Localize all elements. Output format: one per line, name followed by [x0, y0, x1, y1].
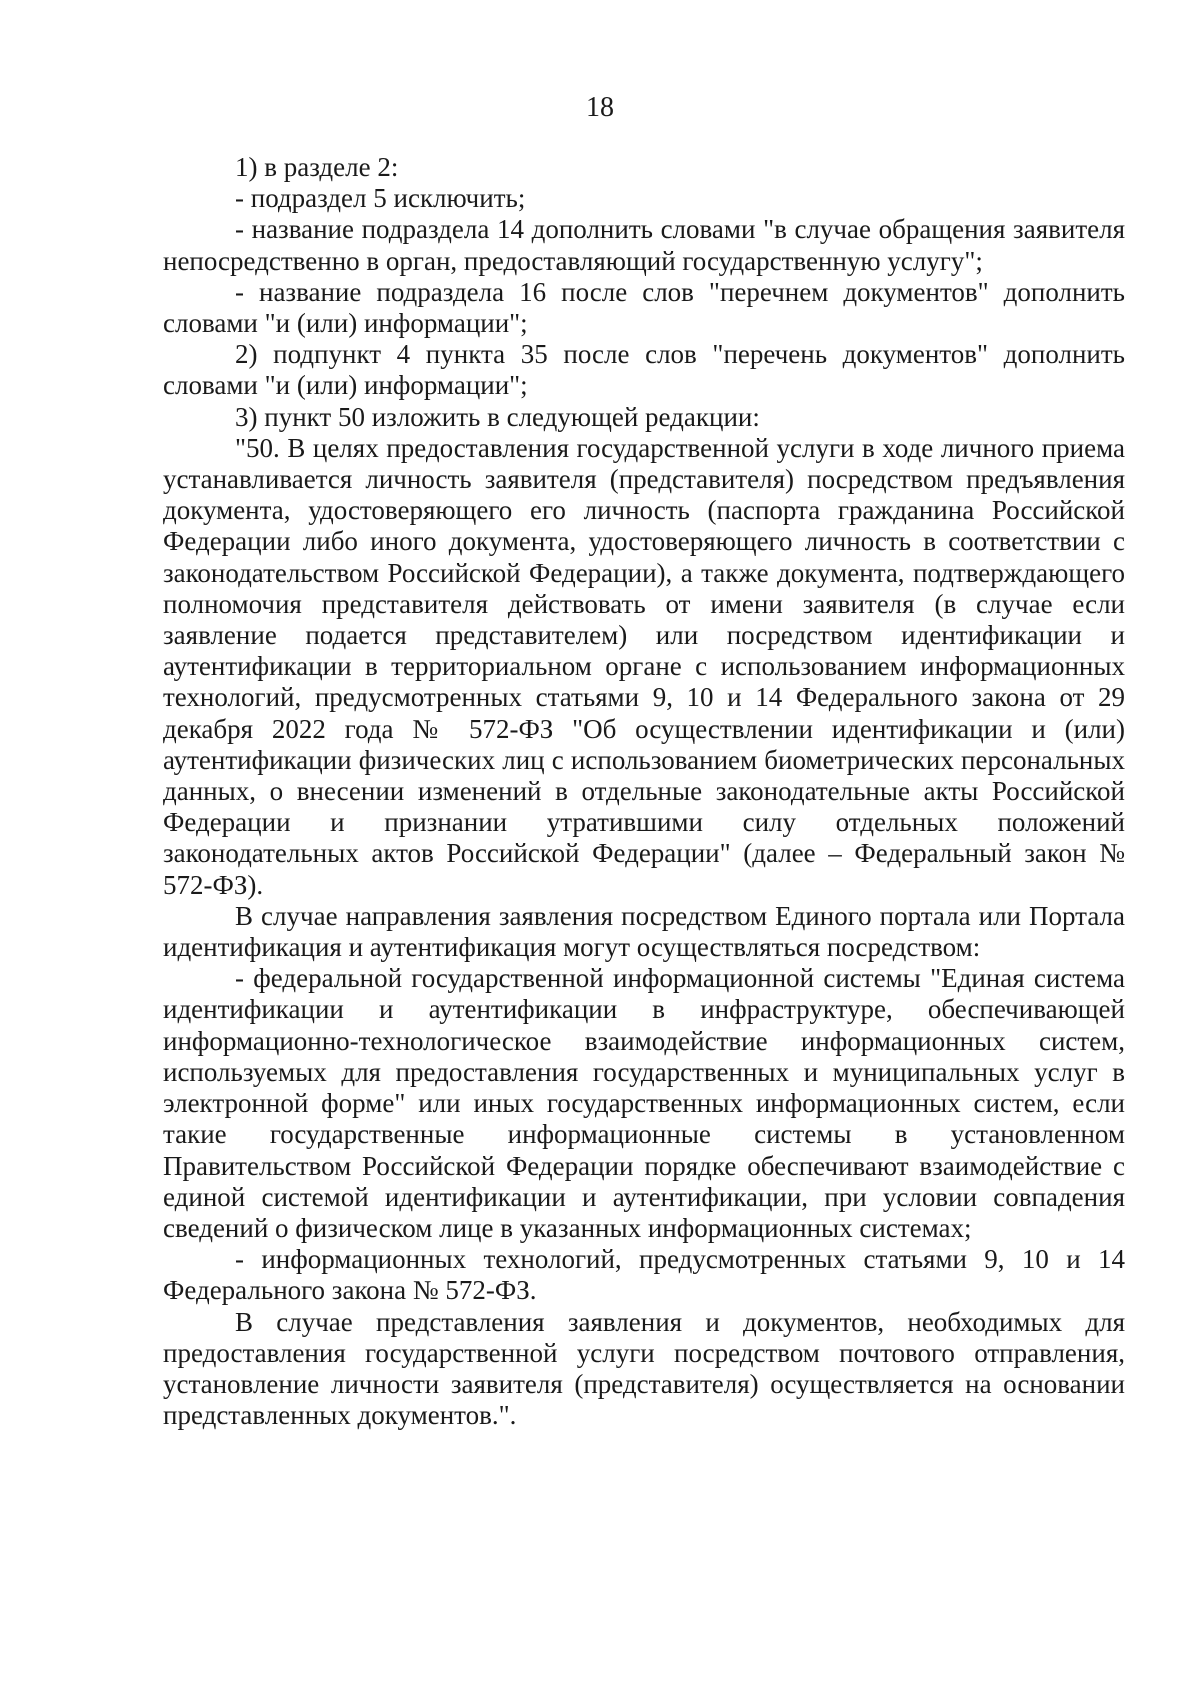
paragraph-item-50-text: "50. В целях предоставления государственной услуги в ходе личного приема устанавливается личность заявителя (представителя) посредством предъявления документа, удостоверяющего его личность (паспорта гражданина Российской Федерации либо иного документа, удостоверяющего личность в соответствии с законодательством Российской Федерации), а также документа, подтверждающего полномочия представителя действовать от имени заявителя (в случае если заявление подается представителем) или посредством идентификации и аутентификации в территориальном органе с использованием информационных технологий, предусмотренных статьями 9, 10 и 14 Федерального закона от 29 декабря 2022 года № 572-ФЗ "Об осуществлении идентификации и (или) аутентификации физических лиц с использованием биометрических персональных данных, о внесении изменений в отдельные законодательные акты Российской Федерации и признании утратившими силу отдельных положений законодательных актов Российской Федерации" (далее – Федеральный закон № 572-ФЗ). — [163, 432, 1125, 900]
paragraph-section-2: 1) в разделе 2: — [235, 152, 399, 182]
paragraph-item-35: 2) подпункт 4 пункта 35 после слов "перечень документов" дополнить словами "и (или) информации"; — [163, 339, 1125, 401]
paragraph-item-50-intro: 3) пункт 50 изложить в следующей редакции: — [235, 401, 760, 432]
paragraph-info-technologies: - информационных технологий, предусмотренных статьями 9, 10 и 14 Федерального закона № 572-ФЗ. — [163, 1244, 1125, 1306]
paragraph-esia-system: - федеральной государственной информационной системы "Единая система идентификации и аутентификации в инфраструктуре, обеспечивающей информационно-технологическое взаимодействие информационных систем, используемых для предоставления государственных и муниципальных услуг в электронной форме" или иных государственных информационных систем, если такие государственные информационные системы в установленном Правительством Российской Федерации порядке обеспечивают взаимодействие с единой системой идентификации и аутентификации, при условии совпадения сведений о физическом лице в указанных информационных системах; — [163, 963, 1125, 1243]
paragraph-postal-submission: В случае представления заявления и документов, необходимых для предоставления государственной услуги посредством почтового отправления, установление личности заявителя (представителя) осуществляется на основании представленных документов.". — [163, 1306, 1125, 1431]
document-body — [163, 152, 1125, 1431]
page-number: 18 — [586, 92, 614, 123]
paragraph-subsection-16: - название подраздела 16 после слов "перечнем документов" дополнить словами "и (или) информации"; — [163, 276, 1125, 339]
paragraph-subsection-5: - подраздел 5 исключить; — [235, 183, 526, 214]
paragraph-portal-identification: В случае направления заявления посредством Единого портала или Портала идентификация и аутентификация могут осуществляться посредством: — [163, 900, 1125, 963]
paragraph-subsection-14: - название подраздела 14 дополнить словами "в случае обращения заявителя непосредственно в орган, предоставляющий государственную услугу"; — [163, 214, 1125, 276]
